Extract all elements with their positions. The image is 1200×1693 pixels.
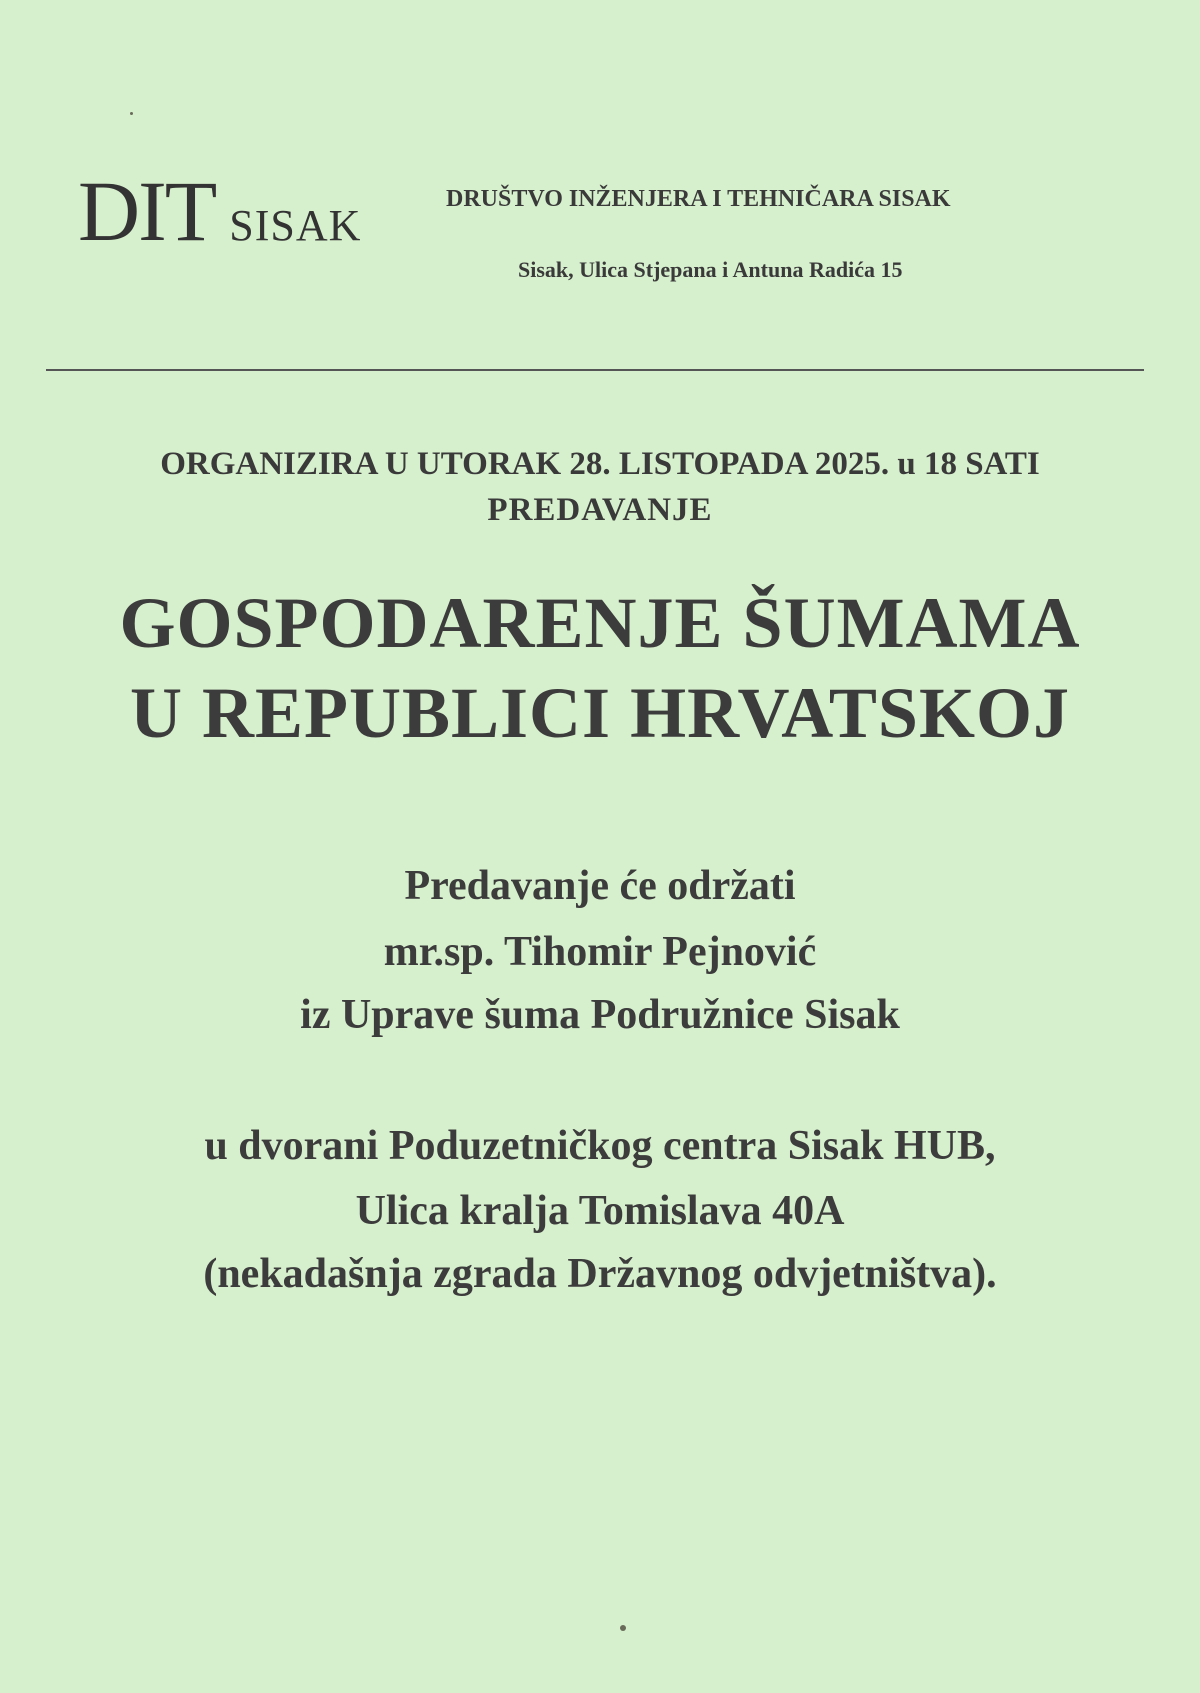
logo-dit-text: DIT (78, 163, 216, 259)
header-divider (46, 369, 1144, 371)
paper-speck (620, 1625, 626, 1631)
lecture-title-line-2: U REPUBLICI HRVATSKOJ (130, 673, 1070, 753)
venue-street: Ulica kralja Tomislava 40A (355, 1188, 845, 1234)
announcement-date-line: ORGANIZIRA U UTORAK 28. LISTOPADA 2025. u 18 SATI (160, 446, 1040, 482)
organization-address: Sisak, Ulica Stjepana i Antuna Radića 15 (518, 257, 903, 282)
speaker-affiliation: iz Uprave šuma Podružnice Sisak (300, 992, 900, 1038)
speaker-name: mr.sp. Tihomir Pejnović (383, 929, 817, 975)
venue-hall: u dvorani Poduzetničkog centra Sisak HUB, (204, 1123, 996, 1169)
dit-sisak-logo (78, 163, 362, 259)
logo-sisak-text: SISAK (229, 201, 362, 250)
organization-name: DRUŠTVO INŽENJERA I TEHNIČARA SISAK (446, 186, 951, 212)
speaker-intro: Predavanje će održati (404, 863, 796, 909)
lecture-title-line-1: GOSPODARENJE ŠUMAMA (119, 583, 1081, 663)
paper-speck (130, 112, 133, 115)
announcement-type-line: PREDAVANJE (487, 492, 713, 528)
venue-note: (nekadašnja zgrada Državnog odvjetništva). (203, 1251, 997, 1297)
